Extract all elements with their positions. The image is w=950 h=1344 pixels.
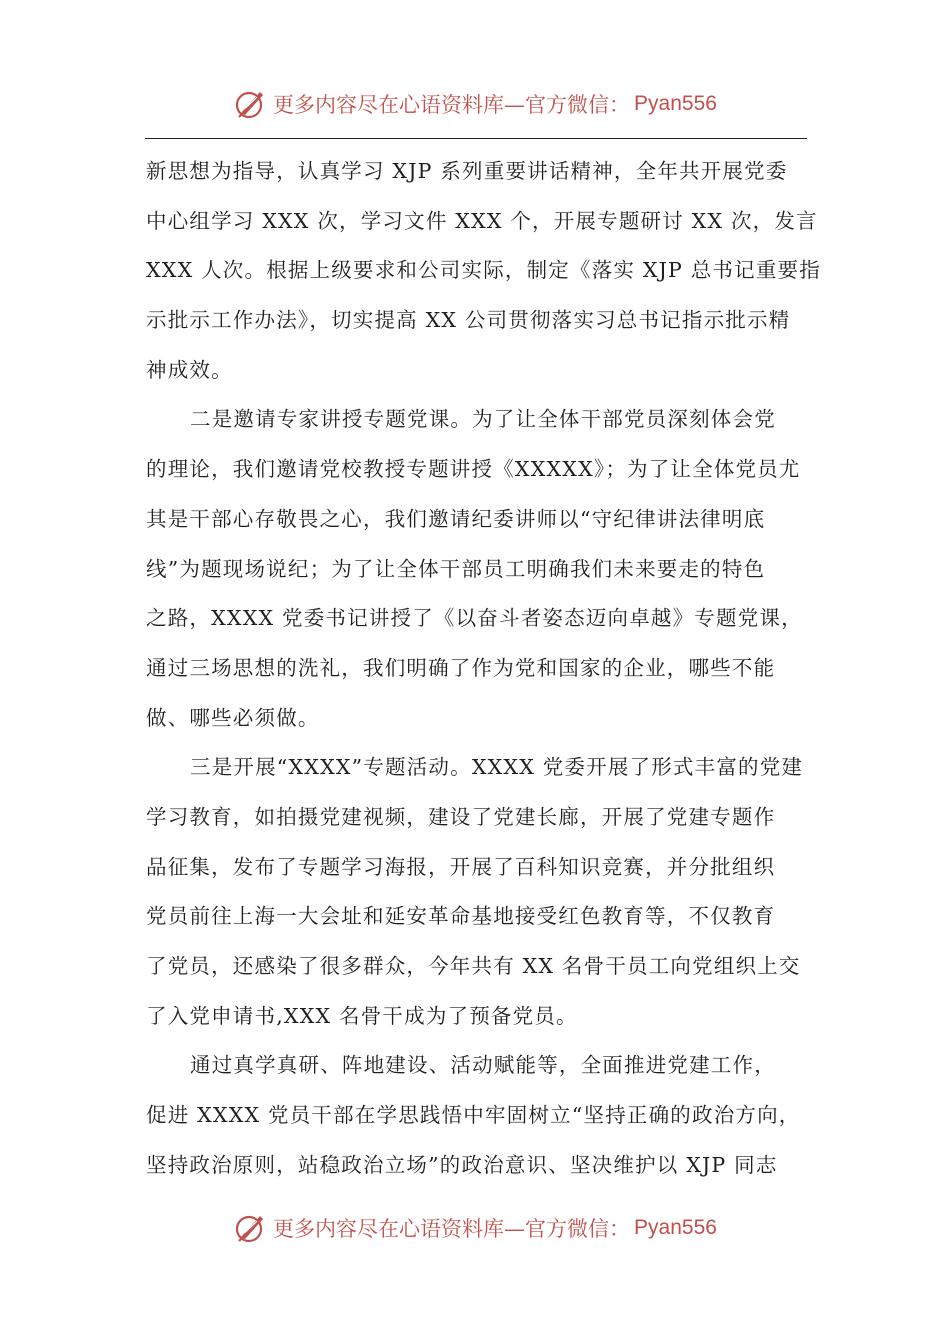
body-text-line: 了入党申请书,XXX 名骨干成为了预备党员。	[146, 1003, 578, 1028]
body-text-line: 线”为题现场说纪；为了让全体干部员工明确我们未来要走的特色	[146, 556, 766, 581]
header-site-text: 更多内容尽在心语资料库—官方微信：	[273, 93, 631, 117]
document-body	[146, 147, 821, 1190]
body-text-line: 之路，XXXX 党委书记讲授了《以奋斗者姿态迈向卓越》专题党课，	[146, 606, 803, 631]
body-text-line: 通过真学真研、阵地建设、活动赋能等，全面推进党建工作，	[190, 1053, 776, 1078]
body-text-line: 二是邀请专家讲授专题党课。为了让全体干部党员深刻体会党	[190, 407, 776, 432]
footer-banner	[0, 1208, 950, 1248]
body-text-line: 做、哪些必须做。	[146, 705, 320, 730]
body-text-line: 三是开展“XXXX”专题活动。XXXX 党委开展了形式丰富的党建	[190, 755, 804, 780]
body-text-line: 品征集，发布了专题学习海报，开展了百科知识竞赛，并分批组织	[146, 854, 776, 879]
quill-logo-icon	[233, 1211, 267, 1245]
body-text-line: XXX 人次。根据上级要求和公司实际，制定《落实 XJP 总书记重要指	[146, 258, 821, 283]
header-banner	[0, 84, 950, 124]
body-text-line: 了党员，还感染了很多群众，今年共有 XX 名骨干员工向党组织上交	[146, 954, 801, 978]
body-text-line: 党员前往上海一大会址和延安革命基地接受红色教育等，不仅教育	[146, 904, 776, 929]
quill-logo-icon	[233, 87, 267, 121]
header-wechat-handle: Pyan556	[634, 92, 717, 115]
body-text-line: 新思想为指导，认真学习 XJP 系列重要讲话精神，全年共开展党委	[146, 159, 788, 183]
header-divider	[145, 138, 807, 139]
body-text-line: 神成效。	[146, 357, 233, 382]
body-text-line: 示批示工作办法》，切实提高 XX 公司贯彻落实习总书记指示批示精	[146, 308, 791, 333]
body-text-line: 的理论，我们邀请党校教授专题讲授《XXXXX》；为了让全体党员尤	[146, 457, 801, 482]
body-text-line: 学习教育，如拍摄党建视频，建设了党建长廊，开展了党建专题作	[146, 804, 776, 829]
footer-site-text: 更多内容尽在心语资料库—官方微信：	[273, 1217, 631, 1241]
footer-wechat-handle: Pyan556	[634, 1216, 717, 1239]
body-text-line: 坚持政治原则，站稳政治立场”的政治意识、坚决维护以 XJP 同志	[146, 1152, 778, 1177]
body-text-line: 促进 XXXX 党员干部在学思践悟中牢固树立“坚持正确的政治方向，	[146, 1103, 801, 1128]
body-text-line: 通过三场思想的洗礼，我们明确了作为党和国家的企业，哪些不能	[146, 655, 776, 680]
body-text-line: 其是干部心存敬畏之心，我们邀请纪委讲师以“守纪律讲法律明底	[146, 506, 766, 531]
body-text-line: 中心组学习 XXX 次，学习文件 XXX 个，开展专题研讨 XX 次，发言	[146, 208, 818, 233]
